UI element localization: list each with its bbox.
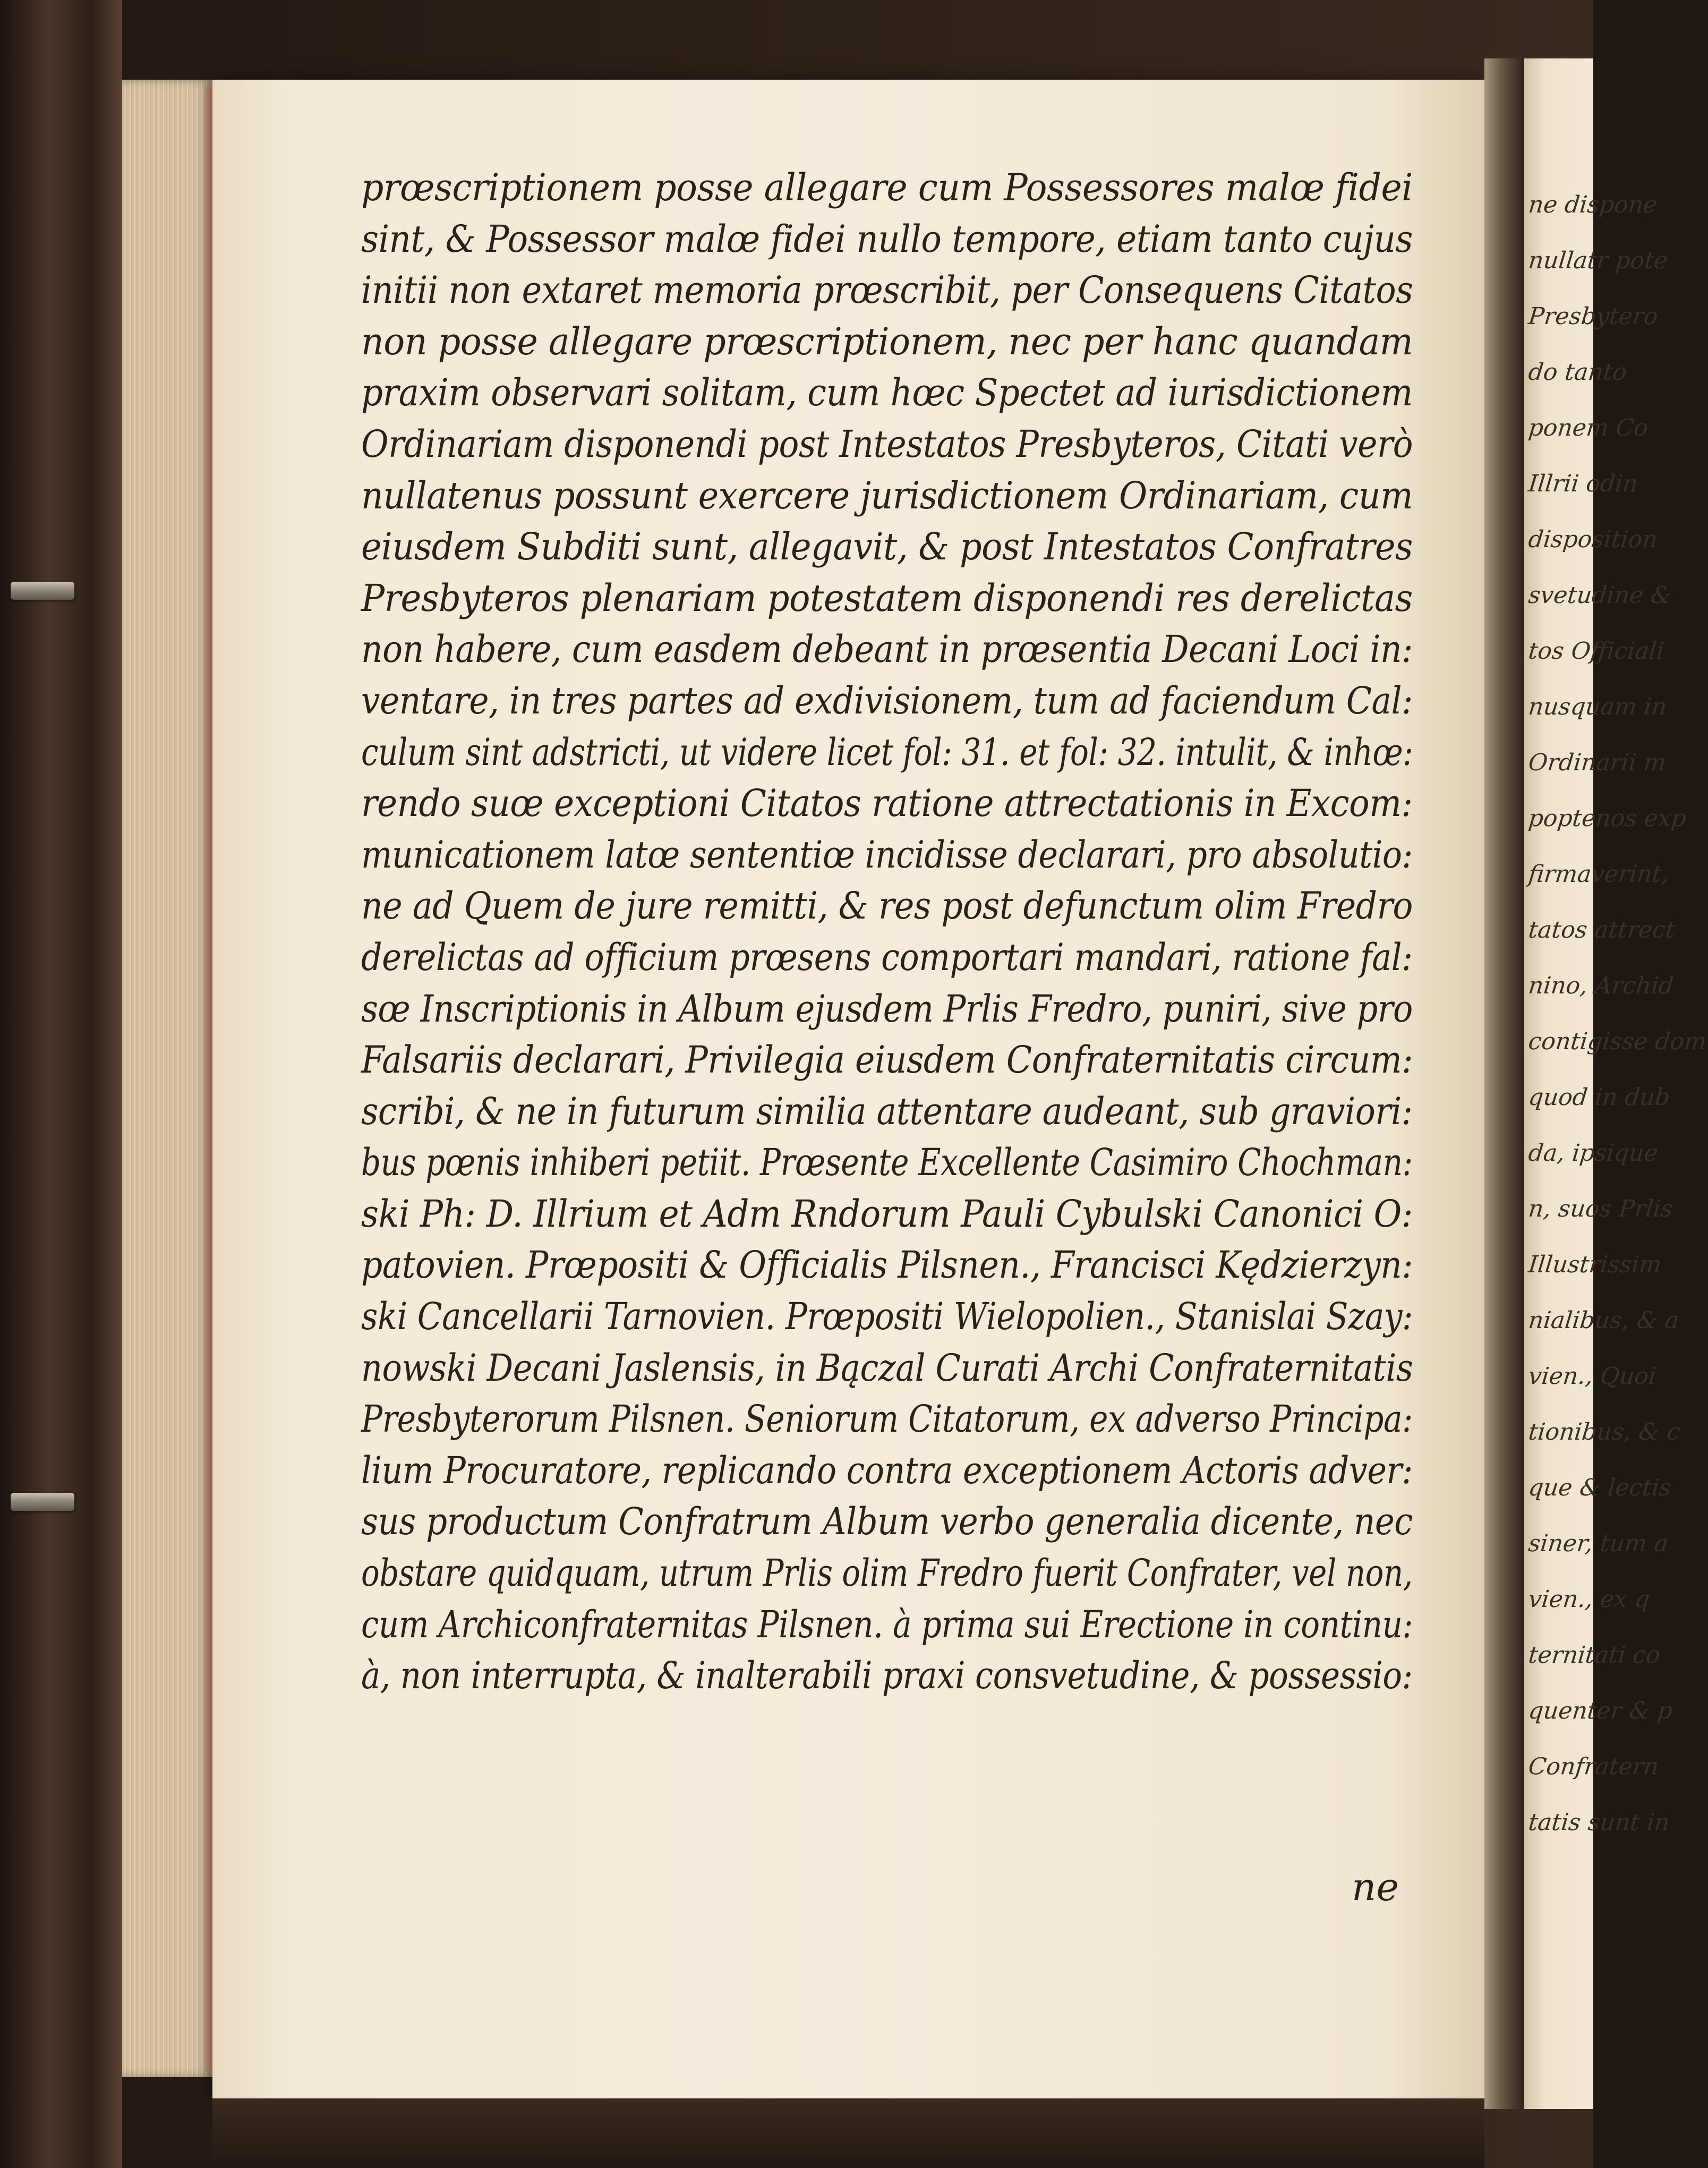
manuscript-line: ventare, in tres partes ad exdivisionem, tum ad faciendum Cal:	[361, 678, 1413, 722]
facing-line: que & lectis	[1527, 1474, 1673, 1501]
manuscript-line: municationem latœ sententiœ incidisse declarari, pro absolutio:	[361, 832, 1413, 877]
manuscript-text-block	[361, 162, 1413, 1702]
facing-line: Presbytero	[1527, 303, 1660, 330]
facing-line: firmaverint,	[1527, 861, 1671, 888]
facing-line: contigisse dom	[1527, 1028, 1708, 1055]
facing-line: tatis sunt in	[1527, 1809, 1671, 1836]
manuscript-line: scribi, & ne in futurum similia attentare audeant, sub graviori:	[361, 1089, 1413, 1133]
facing-line: vien., ex q	[1527, 1586, 1651, 1613]
facing-line: Illustrissim	[1527, 1251, 1663, 1278]
catchword: ne	[1352, 1865, 1399, 1909]
facing-line: disposition	[1527, 526, 1659, 553]
book-gutter	[1484, 58, 1524, 2109]
facing-line: Ordinarii m	[1527, 749, 1668, 776]
manuscript-line: obstare quidquam, utrum Prlis olim Fredro fuerit Confrater, vel non,	[361, 1551, 1413, 1595]
manuscript-line: Ordinariam disponendi post Intestatos Presbyteros, Citati verò	[361, 422, 1413, 466]
manuscript-line: praxim observari solitam, cum hœc Spectet ad iurisdictionem	[361, 371, 1413, 415]
facing-line: poptenos exp	[1527, 805, 1688, 832]
facing-line: Confratern	[1527, 1753, 1660, 1780]
manuscript-line: Presbyterorum Pilsnen. Seniorum Citatorum, ex adverso Principa:	[361, 1397, 1413, 1441]
page-edges	[122, 80, 212, 2077]
facing-line: tionibus, & c	[1527, 1418, 1682, 1446]
manuscript-line: ne ad Quem de jure remitti, & res post defunctum olim Fredro	[361, 884, 1413, 928]
facing-line: quod in dub	[1527, 1084, 1671, 1111]
facing-page-fragment	[1524, 58, 1708, 2109]
facing-line: svetudine &	[1527, 582, 1673, 609]
facing-line: nialibus, & a	[1527, 1307, 1680, 1334]
manuscript-line: nowski Decani Jaslensis, in Bączal Curati Archi Confraternitatis	[361, 1346, 1413, 1390]
facing-line: do tanto	[1527, 359, 1628, 386]
facing-line: nusquam in	[1527, 693, 1668, 720]
facing-line: vien., Quoi	[1527, 1363, 1658, 1390]
page-bottom-shadow	[212, 2098, 1484, 2168]
manuscript-line: ski Cancellarii Tarnovien. Prœpositi Wielopolien., Stanislai Szay:	[361, 1295, 1413, 1339]
facing-line: da, ipsique	[1527, 1140, 1660, 1167]
manuscript-line: rendo suœ exceptioni Citatos ratione attrectationis in Excom:	[361, 781, 1413, 826]
facing-line: siner, tum a	[1527, 1530, 1670, 1557]
facing-line: nullatr pote	[1527, 247, 1669, 274]
facing-line: tatos attrect	[1527, 916, 1677, 943]
manuscript-line: initii non extaret memoria prœscribit, per Consequens Citatos	[361, 268, 1413, 312]
facing-line: n, suos Prlis	[1527, 1195, 1675, 1222]
manuscript-line: nullatenus possunt exercere jurisdictionem Ordinariam, cum	[361, 473, 1413, 517]
facing-line: tos Officiali	[1527, 637, 1666, 665]
clasp-top	[11, 582, 74, 600]
facing-line: Illrii odin	[1527, 470, 1639, 497]
manuscript-line: sint, & Possessor malœ fidei nullo tempore, etiam tanto cujus	[361, 217, 1413, 261]
manuscript-line: prœscriptionem posse allegare cum Possessores malœ fidei	[361, 166, 1413, 209]
manuscript-line: Falsariis declarari, Privilegia eiusdem Confraternitatis circum:	[361, 1038, 1413, 1082]
manuscript-line: non posse allegare prœscriptionem, nec per hanc quandam	[361, 319, 1413, 363]
facing-line: ternitati co	[1527, 1642, 1662, 1669]
manuscript-line: sus productum Confratrum Album verbo generalia dicente, nec	[361, 1500, 1413, 1544]
clasp-bottom	[11, 1493, 74, 1511]
manuscript-line: lium Procuratore, replicando contra exceptionem Actoris adver:	[361, 1448, 1413, 1492]
facing-line: ne dispone	[1527, 191, 1659, 218]
manuscript-line: à, non interrupta, & inalterabili praxi consvetudine, & possessio:	[361, 1654, 1413, 1698]
manuscript-line: bus pœnis inhiberi petiit. Prœsente Excellente Casimiro Chochman:	[361, 1141, 1413, 1185]
manuscript-line: derelictas ad officium prœsens comportari mandari, ratione fal:	[361, 935, 1413, 979]
facing-line: ponem Co	[1527, 414, 1650, 441]
manuscript-line: non habere, cum easdem debeant in prœsentia Decani Loci in:	[361, 627, 1413, 671]
manuscript-line: ski Ph: D. Illrium et Adm Rndorum Pauli Cybulski Canonici O:	[361, 1192, 1413, 1236]
manuscript-line: culum sint adstricti, ut videre licet fol: 31. et fol: 32. intulit, & inhœ:	[361, 730, 1413, 774]
manuscript-line: Presbyteros plenariam potestatem disponendi res derelictas	[361, 576, 1413, 620]
manuscript-line: eiusdem Subditi sunt, allegavit, & post Intestatos Confratres	[361, 525, 1413, 569]
facing-line: quenter & p	[1527, 1697, 1674, 1724]
manuscript-line: sœ Inscriptionis in Album ejusdem Prlis Fredro, puniri, sive pro	[361, 987, 1413, 1031]
leather-binding	[0, 0, 122, 2168]
facing-line: nino, Archid	[1527, 972, 1675, 999]
manuscript-line: patovien. Prœpositi & Officialis Pilsnen., Francisci Kędzierzyn:	[361, 1243, 1413, 1287]
manuscript-line: cum Archiconfraternitas Pilsnen. à prima sui Erectione in continu:	[361, 1602, 1413, 1646]
